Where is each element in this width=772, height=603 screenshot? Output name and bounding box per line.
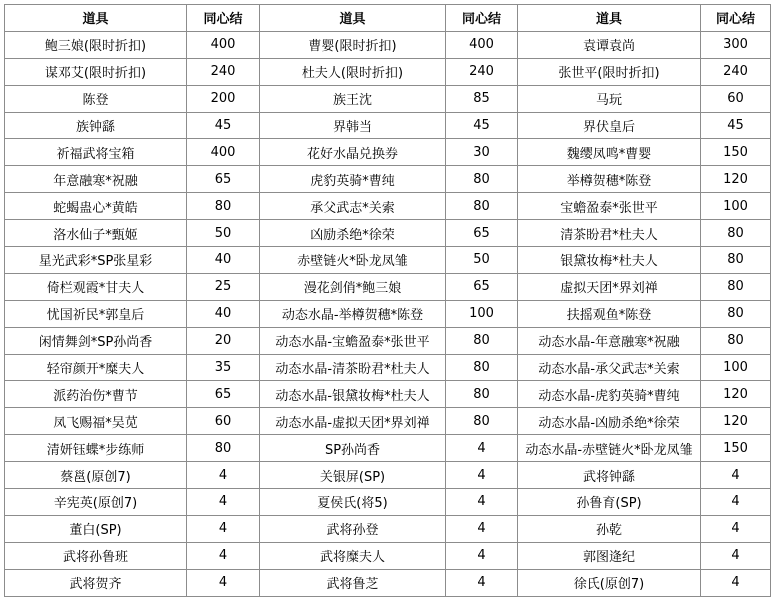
- value-cell: 4: [187, 462, 260, 489]
- item-cell: 虎豹英骑*曹纯: [260, 166, 446, 193]
- item-cell: 忧国祈民*郭皇后: [5, 300, 187, 327]
- item-cell: 清妍钰蝶*步练师: [5, 435, 187, 462]
- item-cell: 倚栏观霞*甘夫人: [5, 273, 187, 300]
- table-row: [5, 139, 771, 166]
- value-cell: 4: [446, 515, 518, 542]
- table-row: [5, 300, 771, 327]
- item-cell: 承父武志*关索: [260, 193, 446, 220]
- value-cell: 4: [446, 569, 518, 596]
- value-cell: 240: [701, 58, 771, 85]
- item-cell: 动态水晶-承父武志*关索: [518, 354, 701, 381]
- table-row: [5, 220, 771, 247]
- item-cell: 族王沈: [260, 85, 446, 112]
- value-cell: 120: [701, 408, 771, 435]
- item-cell: 宝蟾盈泰*张世平: [518, 193, 701, 220]
- item-cell: 武将贺齐: [5, 569, 187, 596]
- item-cell: 武将鲁芝: [260, 569, 446, 596]
- table-row: [5, 327, 771, 354]
- table-row: [5, 193, 771, 220]
- value-cell: 4: [701, 515, 771, 542]
- item-cell: 郭图逄纪: [518, 542, 701, 569]
- value-cell: 4: [187, 569, 260, 596]
- item-cell: 动态水晶-凶励杀绝*徐荣: [518, 408, 701, 435]
- value-cell: 80: [446, 381, 518, 408]
- value-cell: 45: [187, 112, 260, 139]
- table-row: [5, 273, 771, 300]
- value-cell: 40: [187, 300, 260, 327]
- value-cell: 4: [701, 542, 771, 569]
- header-row: [5, 5, 771, 32]
- item-cell: 夏侯氏(将5): [260, 489, 446, 516]
- table-row: [5, 435, 771, 462]
- table-row: [5, 489, 771, 516]
- header-item-col-2: 道具: [260, 5, 446, 32]
- item-cell: 蛇蝎蛊心*黄皓: [5, 193, 187, 220]
- item-cell: 银黛妆梅*杜夫人: [518, 247, 701, 274]
- value-cell: 120: [701, 381, 771, 408]
- value-cell: 45: [701, 112, 771, 139]
- item-cell: 孙鲁育(SP): [518, 489, 701, 516]
- item-cell: 关银屏(SP): [260, 462, 446, 489]
- value-cell: 80: [701, 273, 771, 300]
- item-cell: 武将钟繇: [518, 462, 701, 489]
- table-row: [5, 462, 771, 489]
- value-cell: 80: [446, 327, 518, 354]
- item-cell: 动态水晶-赤壁链火*卧龙凤雏: [518, 435, 701, 462]
- table-row: [5, 569, 771, 596]
- value-cell: 80: [701, 220, 771, 247]
- table-row: [5, 58, 771, 85]
- item-cell: 马玩: [518, 85, 701, 112]
- item-cell: 花好水晶兑换券: [260, 139, 446, 166]
- header-value-col-1: 同心结: [187, 5, 260, 32]
- item-cell: 清茶盼君*杜夫人: [518, 220, 701, 247]
- value-cell: 80: [187, 435, 260, 462]
- value-cell: 20: [187, 327, 260, 354]
- table-row: [5, 31, 771, 58]
- value-cell: 100: [701, 193, 771, 220]
- item-cell: 祈福武将宝箱: [5, 139, 187, 166]
- item-cell: 派药治伤*曹节: [5, 381, 187, 408]
- table-row: [5, 166, 771, 193]
- item-cell: 杜夫人(限时折扣): [260, 58, 446, 85]
- value-cell: 80: [701, 327, 771, 354]
- value-cell: 85: [446, 85, 518, 112]
- item-cell: 动态水晶-宝蟾盈泰*张世平: [260, 327, 446, 354]
- item-cell: 动态水晶-虎豹英骑*曹纯: [518, 381, 701, 408]
- value-cell: 4: [446, 489, 518, 516]
- table-row: [5, 354, 771, 381]
- item-cell: 漫花剑俏*鲍三娘: [260, 273, 446, 300]
- item-cell: 扶摇观鱼*陈登: [518, 300, 701, 327]
- table-row: [5, 85, 771, 112]
- value-cell: 4: [187, 542, 260, 569]
- value-cell: 400: [187, 139, 260, 166]
- value-cell: 80: [446, 354, 518, 381]
- value-cell: 80: [446, 408, 518, 435]
- header-item-col-1: 道具: [5, 5, 187, 32]
- value-cell: 240: [187, 58, 260, 85]
- item-cell: 蔡邕(原创7): [5, 462, 187, 489]
- value-cell: 100: [701, 354, 771, 381]
- item-cell: 陈登: [5, 85, 187, 112]
- value-cell: 4: [701, 462, 771, 489]
- item-cell: 洛水仙子*甄姬: [5, 220, 187, 247]
- value-cell: 50: [187, 220, 260, 247]
- item-cell: 魏缨凤鸣*曹婴: [518, 139, 701, 166]
- item-cell: 张世平(限时折扣): [518, 58, 701, 85]
- value-cell: 45: [446, 112, 518, 139]
- item-cell: 谋邓艾(限时折扣): [5, 58, 187, 85]
- value-cell: 80: [701, 300, 771, 327]
- item-cell: 动态水晶-虚拟天团*界刘禅: [260, 408, 446, 435]
- exchange-table: [4, 4, 771, 597]
- item-cell: 董白(SP): [5, 515, 187, 542]
- header-value-col-3: 同心结: [701, 5, 771, 32]
- value-cell: 60: [187, 408, 260, 435]
- item-cell: 年意融寒*祝融: [5, 166, 187, 193]
- item-cell: 星光武彩*SP张星彩: [5, 247, 187, 274]
- table-row: [5, 515, 771, 542]
- table-row: [5, 542, 771, 569]
- item-cell: 赤壁链火*卧龙凤雏: [260, 247, 446, 274]
- value-cell: 80: [701, 247, 771, 274]
- value-cell: 150: [701, 435, 771, 462]
- value-cell: 25: [187, 273, 260, 300]
- table-wrapper: [4, 4, 771, 597]
- value-cell: 80: [446, 193, 518, 220]
- value-cell: 4: [446, 462, 518, 489]
- value-cell: 65: [187, 381, 260, 408]
- table-row: [5, 381, 771, 408]
- value-cell: 50: [446, 247, 518, 274]
- header-item-col-3: 道具: [518, 5, 701, 32]
- value-cell: 80: [446, 166, 518, 193]
- value-cell: 4: [446, 542, 518, 569]
- item-cell: 闲情舞剑*SP孙尚香: [5, 327, 187, 354]
- item-cell: 武将孙鲁班: [5, 542, 187, 569]
- value-cell: 80: [187, 193, 260, 220]
- table-row: [5, 112, 771, 139]
- item-cell: 动态水晶-年意融寒*祝融: [518, 327, 701, 354]
- value-cell: 4: [701, 489, 771, 516]
- item-cell: 动态水晶-清茶盼君*杜夫人: [260, 354, 446, 381]
- header-value-col-2: 同心结: [446, 5, 518, 32]
- value-cell: 400: [187, 31, 260, 58]
- item-cell: 曹婴(限时折扣): [260, 31, 446, 58]
- value-cell: 200: [187, 85, 260, 112]
- item-cell: 轻帘颜开*糜夫人: [5, 354, 187, 381]
- value-cell: 4: [187, 515, 260, 542]
- item-cell: 武将孙登: [260, 515, 446, 542]
- value-cell: 100: [446, 300, 518, 327]
- table-row: [5, 408, 771, 435]
- table-row: [5, 247, 771, 274]
- value-cell: 4: [187, 489, 260, 516]
- value-cell: 65: [446, 220, 518, 247]
- item-cell: 鲍三娘(限时折扣): [5, 31, 187, 58]
- item-cell: 动态水晶-银黛妆梅*杜夫人: [260, 381, 446, 408]
- item-cell: 凤飞赐福*吴苋: [5, 408, 187, 435]
- item-cell: SP孙尚香: [260, 435, 446, 462]
- value-cell: 65: [446, 273, 518, 300]
- value-cell: 60: [701, 85, 771, 112]
- item-cell: 孙乾: [518, 515, 701, 542]
- item-cell: 界伏皇后: [518, 112, 701, 139]
- item-cell: 举樽贺穗*陈登: [518, 166, 701, 193]
- item-cell: 凶励杀绝*徐荣: [260, 220, 446, 247]
- value-cell: 150: [701, 139, 771, 166]
- item-cell: 武将糜夫人: [260, 542, 446, 569]
- value-cell: 4: [701, 569, 771, 596]
- table-body: [5, 31, 771, 596]
- item-cell: 虚拟天团*界刘禅: [518, 273, 701, 300]
- item-cell: 动态水晶-举樽贺穗*陈登: [260, 300, 446, 327]
- value-cell: 240: [446, 58, 518, 85]
- item-cell: 袁谭袁尚: [518, 31, 701, 58]
- item-cell: 徐氏(原创7): [518, 569, 701, 596]
- item-cell: 界韩当: [260, 112, 446, 139]
- value-cell: 35: [187, 354, 260, 381]
- item-cell: 辛宪英(原创7): [5, 489, 187, 516]
- value-cell: 4: [446, 435, 518, 462]
- value-cell: 400: [446, 31, 518, 58]
- value-cell: 300: [701, 31, 771, 58]
- item-cell: 族钟繇: [5, 112, 187, 139]
- value-cell: 65: [187, 166, 260, 193]
- value-cell: 120: [701, 166, 771, 193]
- value-cell: 40: [187, 247, 260, 274]
- value-cell: 30: [446, 139, 518, 166]
